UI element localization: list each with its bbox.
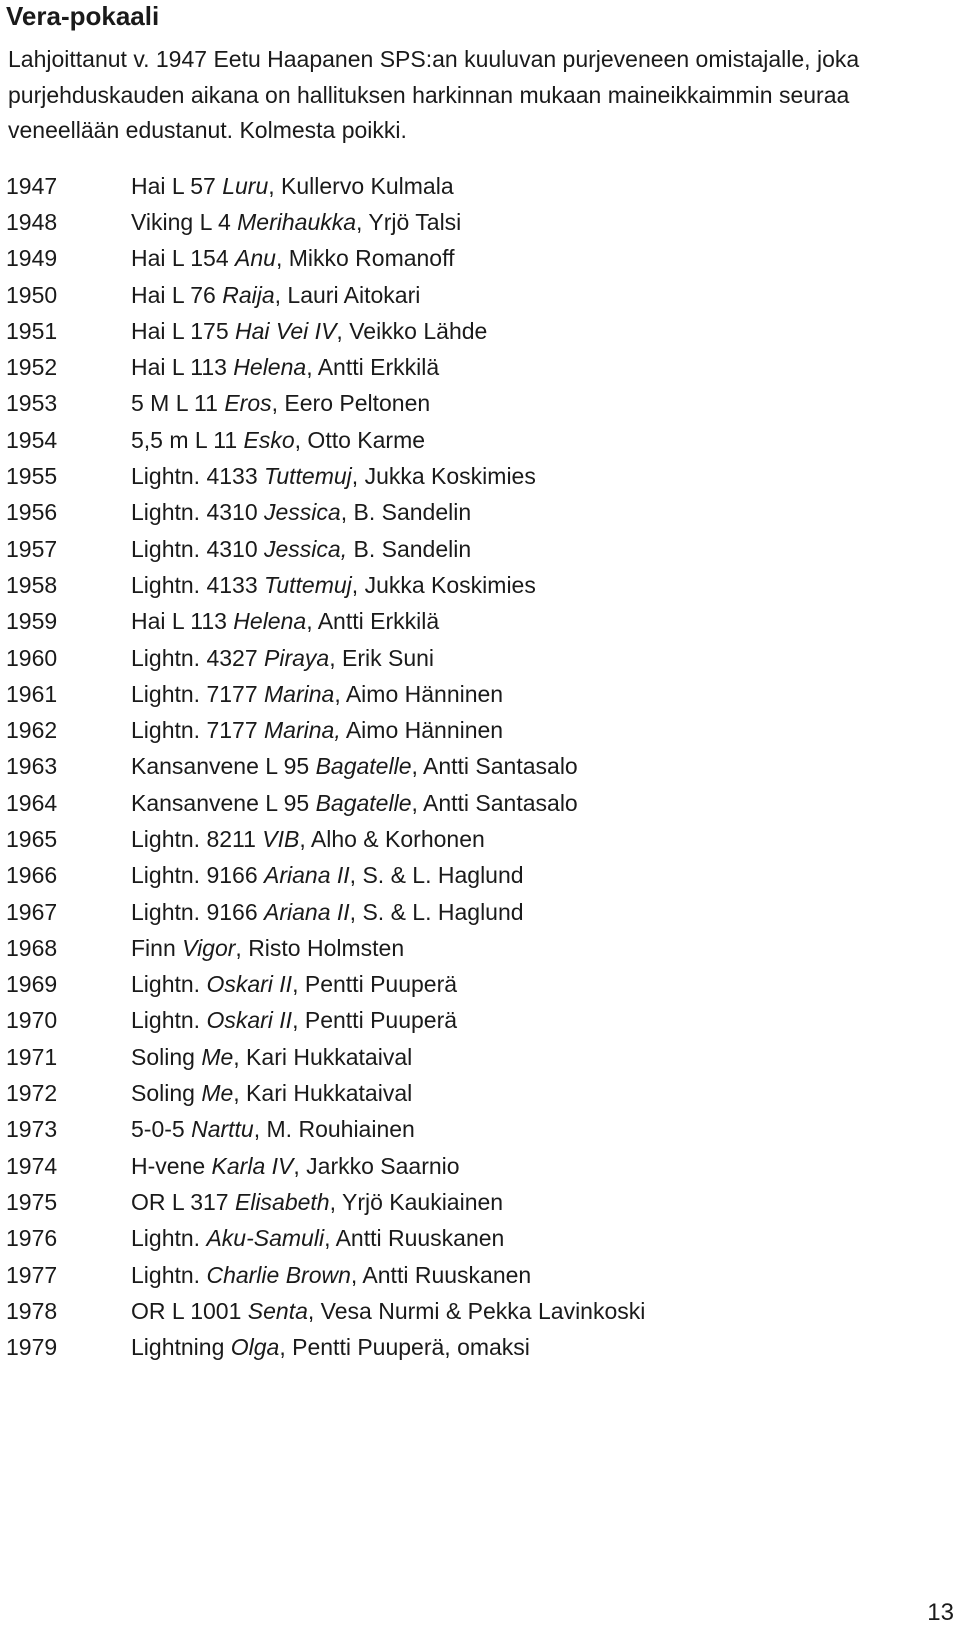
boat-name: Bagatelle <box>315 789 412 816</box>
boat-class: Soling <box>131 1043 202 1070</box>
skipper: , Kari Hukkataival <box>233 1080 413 1107</box>
boat-class: OR L 317 <box>131 1188 235 1215</box>
winner-entry <box>131 1044 412 1071</box>
boat-class: Finn <box>131 934 183 961</box>
boat-name: Me <box>201 1080 234 1107</box>
winner-row <box>6 458 946 494</box>
winner-entry <box>131 862 524 889</box>
winner-row <box>6 422 946 458</box>
skipper: Aimo Hänninen <box>340 717 504 744</box>
skipper: , Erik Suni <box>329 644 435 671</box>
winner-row <box>6 821 946 857</box>
winner-year: 1961 <box>6 680 58 707</box>
winner-year: 1977 <box>6 1261 58 1288</box>
winner-year: 1965 <box>6 825 58 852</box>
winner-row <box>6 1293 946 1329</box>
boat-class: Lightn. 4133 <box>131 571 265 598</box>
boat-name: Tuttemuj <box>264 463 352 490</box>
winner-entry <box>131 681 503 708</box>
boat-class: 5 M L 11 <box>131 390 225 417</box>
skipper: , Veikko Lähde <box>336 317 488 344</box>
winner-entry <box>131 717 503 744</box>
winner-year: 1975 <box>6 1188 58 1215</box>
boat-name: Helena <box>233 608 307 635</box>
skipper: , Risto Holmsten <box>235 934 405 961</box>
winner-year: 1952 <box>6 354 58 381</box>
boat-name: VIB <box>262 825 300 852</box>
skipper: , Vesa Nurmi & Pekka Lavinkoski <box>307 1297 646 1324</box>
boat-name: Bagatelle <box>315 753 412 780</box>
boat-class: Hai L 76 <box>131 281 223 308</box>
winner-row <box>6 858 946 894</box>
skipper: , Antti Santasalo <box>411 789 578 816</box>
boat-name: Ariana II <box>264 898 350 925</box>
winner-entry <box>131 1225 504 1252</box>
winner-row <box>6 1003 946 1039</box>
skipper: , Antti Ruuskanen <box>324 1225 505 1252</box>
winner-year: 1969 <box>6 971 58 998</box>
winner-entry <box>131 1080 412 1107</box>
boat-class: Hai L 154 <box>131 245 235 272</box>
winner-year: 1947 <box>6 172 58 199</box>
winner-year: 1962 <box>6 717 58 744</box>
skipper: , Alho & Korhonen <box>299 825 485 852</box>
boat-name: Marina <box>264 680 335 707</box>
winner-year: 1954 <box>6 426 58 453</box>
boat-class: Lightn. 8211 <box>131 825 263 852</box>
boat-class: Kansanvene L 95 <box>131 789 316 816</box>
winner-entry <box>131 282 420 309</box>
winner-row <box>6 204 946 240</box>
skipper: , Eero Peltonen <box>271 390 431 417</box>
winner-entry <box>131 245 454 272</box>
winner-row <box>6 785 946 821</box>
winner-row <box>6 1075 946 1111</box>
winner-year: 1968 <box>6 934 58 961</box>
skipper: , B. Sandelin <box>340 499 472 526</box>
boat-class: Lightn. <box>131 1007 207 1034</box>
boat-class: OR L 1001 <box>131 1297 248 1324</box>
winner-year: 1963 <box>6 753 58 780</box>
winner-entry <box>131 1189 503 1216</box>
winner-row <box>6 349 946 385</box>
skipper: , Pentti Puuperä <box>292 971 458 998</box>
winner-entry <box>131 536 471 563</box>
winner-row <box>6 1112 946 1148</box>
boat-name: Eros <box>224 390 272 417</box>
winner-row <box>6 1257 946 1293</box>
page-number: 13 <box>927 1599 954 1626</box>
skipper: , Yrjö Kaukiainen <box>329 1188 504 1215</box>
boat-name: Charlie Brown <box>206 1261 351 1288</box>
winner-entry <box>131 318 487 345</box>
boat-name: Vigor <box>182 934 236 961</box>
intro-paragraph: Lahjoittanut v. 1947 Eetu Haapanen SPS:an kuuluvan purjeveneen omistajalle, joka purjehduskauden aikana on hallituksen harkinnan mukaan maineikkaimmin seuraa veneellään edustanut. Kolmesta poikki. <box>8 46 860 143</box>
winner-year: 1953 <box>6 390 58 417</box>
winner-entry <box>131 209 461 236</box>
winner-year: 1958 <box>6 571 58 598</box>
page-title: Vera-pokaali <box>6 1 160 31</box>
boat-class: Hai L 113 <box>131 354 234 381</box>
boat-name: Olga <box>230 1334 280 1361</box>
skipper: B. Sandelin <box>347 535 472 562</box>
winner-row <box>6 495 946 531</box>
winner-year: 1956 <box>6 499 58 526</box>
winner-row <box>6 1221 946 1257</box>
skipper: , Kullervo Kulmala <box>268 172 454 199</box>
boat-class: Lightn. 4133 <box>131 463 265 490</box>
winner-row <box>6 749 946 785</box>
boat-name: Piraya <box>264 644 330 671</box>
winner-year: 1976 <box>6 1225 58 1252</box>
skipper: , S. & L. Haglund <box>349 862 524 889</box>
boat-name: Tuttemuj <box>264 571 352 598</box>
winner-entry <box>131 645 434 672</box>
boat-class: Lightn. <box>131 1225 207 1252</box>
winner-entry <box>131 608 439 635</box>
winner-year: 1950 <box>6 281 58 308</box>
boat-name: Merihaukka <box>237 208 357 235</box>
skipper: , Jukka Koskimies <box>351 571 536 598</box>
skipper: , Aimo Hänninen <box>334 680 504 707</box>
skipper: , Antti Erkkilä <box>306 354 440 381</box>
winner-entry <box>131 1334 530 1361</box>
winner-year: 1970 <box>6 1007 58 1034</box>
boat-name: Jessica <box>264 499 341 526</box>
boat-name: Anu <box>235 245 276 272</box>
winner-row <box>6 531 946 567</box>
boat-class: Lightn. 4310 <box>131 535 265 562</box>
winner-row <box>6 313 946 349</box>
skipper: , Yrjö Talsi <box>356 208 462 235</box>
boat-class: Hai L 113 <box>131 608 234 635</box>
boat-name: Esko <box>243 426 295 453</box>
skipper: , Mikko Romanoff <box>275 245 455 272</box>
skipper: , Otto Karme <box>294 426 426 453</box>
winner-row <box>6 1330 946 1366</box>
winner-entry <box>131 499 471 526</box>
boat-name: Hai Vei IV <box>235 317 337 344</box>
boat-name: Luru <box>222 172 269 199</box>
boat-class: H-vene <box>131 1152 212 1179</box>
winner-row <box>6 640 946 676</box>
boat-name: Senta <box>247 1297 308 1324</box>
boat-class: Soling <box>131 1080 202 1107</box>
winner-entry <box>131 427 425 454</box>
winner-entry <box>131 173 454 200</box>
winner-year: 1959 <box>6 608 58 635</box>
boat-name: Marina, <box>264 717 341 744</box>
winner-year: 1971 <box>6 1043 58 1070</box>
skipper: , S. & L. Haglund <box>349 898 524 925</box>
winner-row <box>6 967 946 1003</box>
winner-row <box>6 1148 946 1184</box>
boat-class: Lightn. 9166 <box>131 862 265 889</box>
boat-name: Helena <box>233 354 307 381</box>
winner-row <box>6 1184 946 1220</box>
winner-entry <box>131 1153 460 1180</box>
winner-row <box>6 1039 946 1075</box>
winner-entry <box>131 899 524 926</box>
boat-class: 5-0-5 <box>131 1116 192 1143</box>
skipper: , Pentti Puuperä <box>292 1007 458 1034</box>
winner-year: 1967 <box>6 898 58 925</box>
skipper: , Antti Erkkilä <box>306 608 440 635</box>
winner-entry <box>131 1007 457 1034</box>
boat-class: Kansanvene L 95 <box>131 753 316 780</box>
winner-entry <box>131 753 578 780</box>
winner-year: 1973 <box>6 1116 58 1143</box>
skipper: , Jarkko Saarnio <box>293 1152 460 1179</box>
boat-name: Narttu <box>191 1116 254 1143</box>
winner-entry <box>131 1116 415 1143</box>
boat-class: Lightn. 4327 <box>131 644 265 671</box>
boat-class: Lightn. 7177 <box>131 680 265 707</box>
skipper: , M. Rouhiainen <box>253 1116 415 1143</box>
winner-year: 1978 <box>6 1297 58 1324</box>
winner-year: 1960 <box>6 644 58 671</box>
boat-name: Aku-Samuli <box>206 1225 325 1252</box>
winner-row <box>6 930 946 966</box>
winner-row <box>6 604 946 640</box>
winner-year: 1951 <box>6 317 58 344</box>
boat-class: Lightn. <box>131 971 207 998</box>
boat-name: Oskari II <box>206 1007 293 1034</box>
boat-name: Jessica, <box>264 535 348 562</box>
winner-entry <box>131 826 485 853</box>
winner-row <box>6 676 946 712</box>
boat-name: Oskari II <box>206 971 293 998</box>
winner-entry <box>131 1298 645 1325</box>
skipper: , Antti Ruuskanen <box>350 1261 532 1288</box>
boat-class: Lightn. 4310 <box>131 499 265 526</box>
winner-year: 1964 <box>6 789 58 816</box>
boat-class: Lightn. <box>131 1261 207 1288</box>
boat-class: Lightn. 7177 <box>131 717 265 744</box>
skipper: , Jukka Koskimies <box>351 463 536 490</box>
boat-name: Me <box>201 1043 234 1070</box>
boat-name: Elisabeth <box>234 1188 330 1215</box>
boat-class: Hai L 57 <box>131 172 223 199</box>
skipper: , Lauri Aitokari <box>274 281 421 308</box>
winner-row <box>6 567 946 603</box>
winners-list <box>6 168 946 1366</box>
winner-year: 1979 <box>6 1334 58 1361</box>
boat-class: 5,5 m L 11 <box>131 426 244 453</box>
winner-year: 1948 <box>6 208 58 235</box>
skipper: , Kari Hukkataival <box>233 1043 413 1070</box>
winner-entry <box>131 1262 531 1289</box>
boat-name: Ariana II <box>264 862 350 889</box>
winner-row <box>6 168 946 204</box>
winner-row <box>6 894 946 930</box>
skipper: , Pentti Puuperä, omaksi <box>279 1334 530 1361</box>
winner-year: 1974 <box>6 1152 58 1179</box>
skipper: , Antti Santasalo <box>411 753 578 780</box>
winner-year: 1957 <box>6 535 58 562</box>
winner-entry <box>131 354 439 381</box>
winner-entry <box>131 935 404 962</box>
winner-year: 1972 <box>6 1080 58 1107</box>
boat-class: Lightning <box>131 1334 231 1361</box>
winner-year: 1955 <box>6 463 58 490</box>
winner-entry <box>131 572 536 599</box>
winner-row <box>6 277 946 313</box>
winner-entry <box>131 971 457 998</box>
winner-row <box>6 386 946 422</box>
winner-year: 1949 <box>6 245 58 272</box>
winner-row <box>6 712 946 748</box>
boat-class: Hai L 175 <box>131 317 235 344</box>
boat-class: Lightn. 9166 <box>131 898 265 925</box>
winner-year: 1966 <box>6 862 58 889</box>
winner-entry <box>131 390 430 417</box>
boat-name: Karla IV <box>211 1152 294 1179</box>
winner-entry <box>131 790 578 817</box>
winner-entry <box>131 463 536 490</box>
winner-row <box>6 241 946 277</box>
boat-name: Raija <box>222 281 275 308</box>
boat-class: Viking L 4 <box>131 208 238 235</box>
